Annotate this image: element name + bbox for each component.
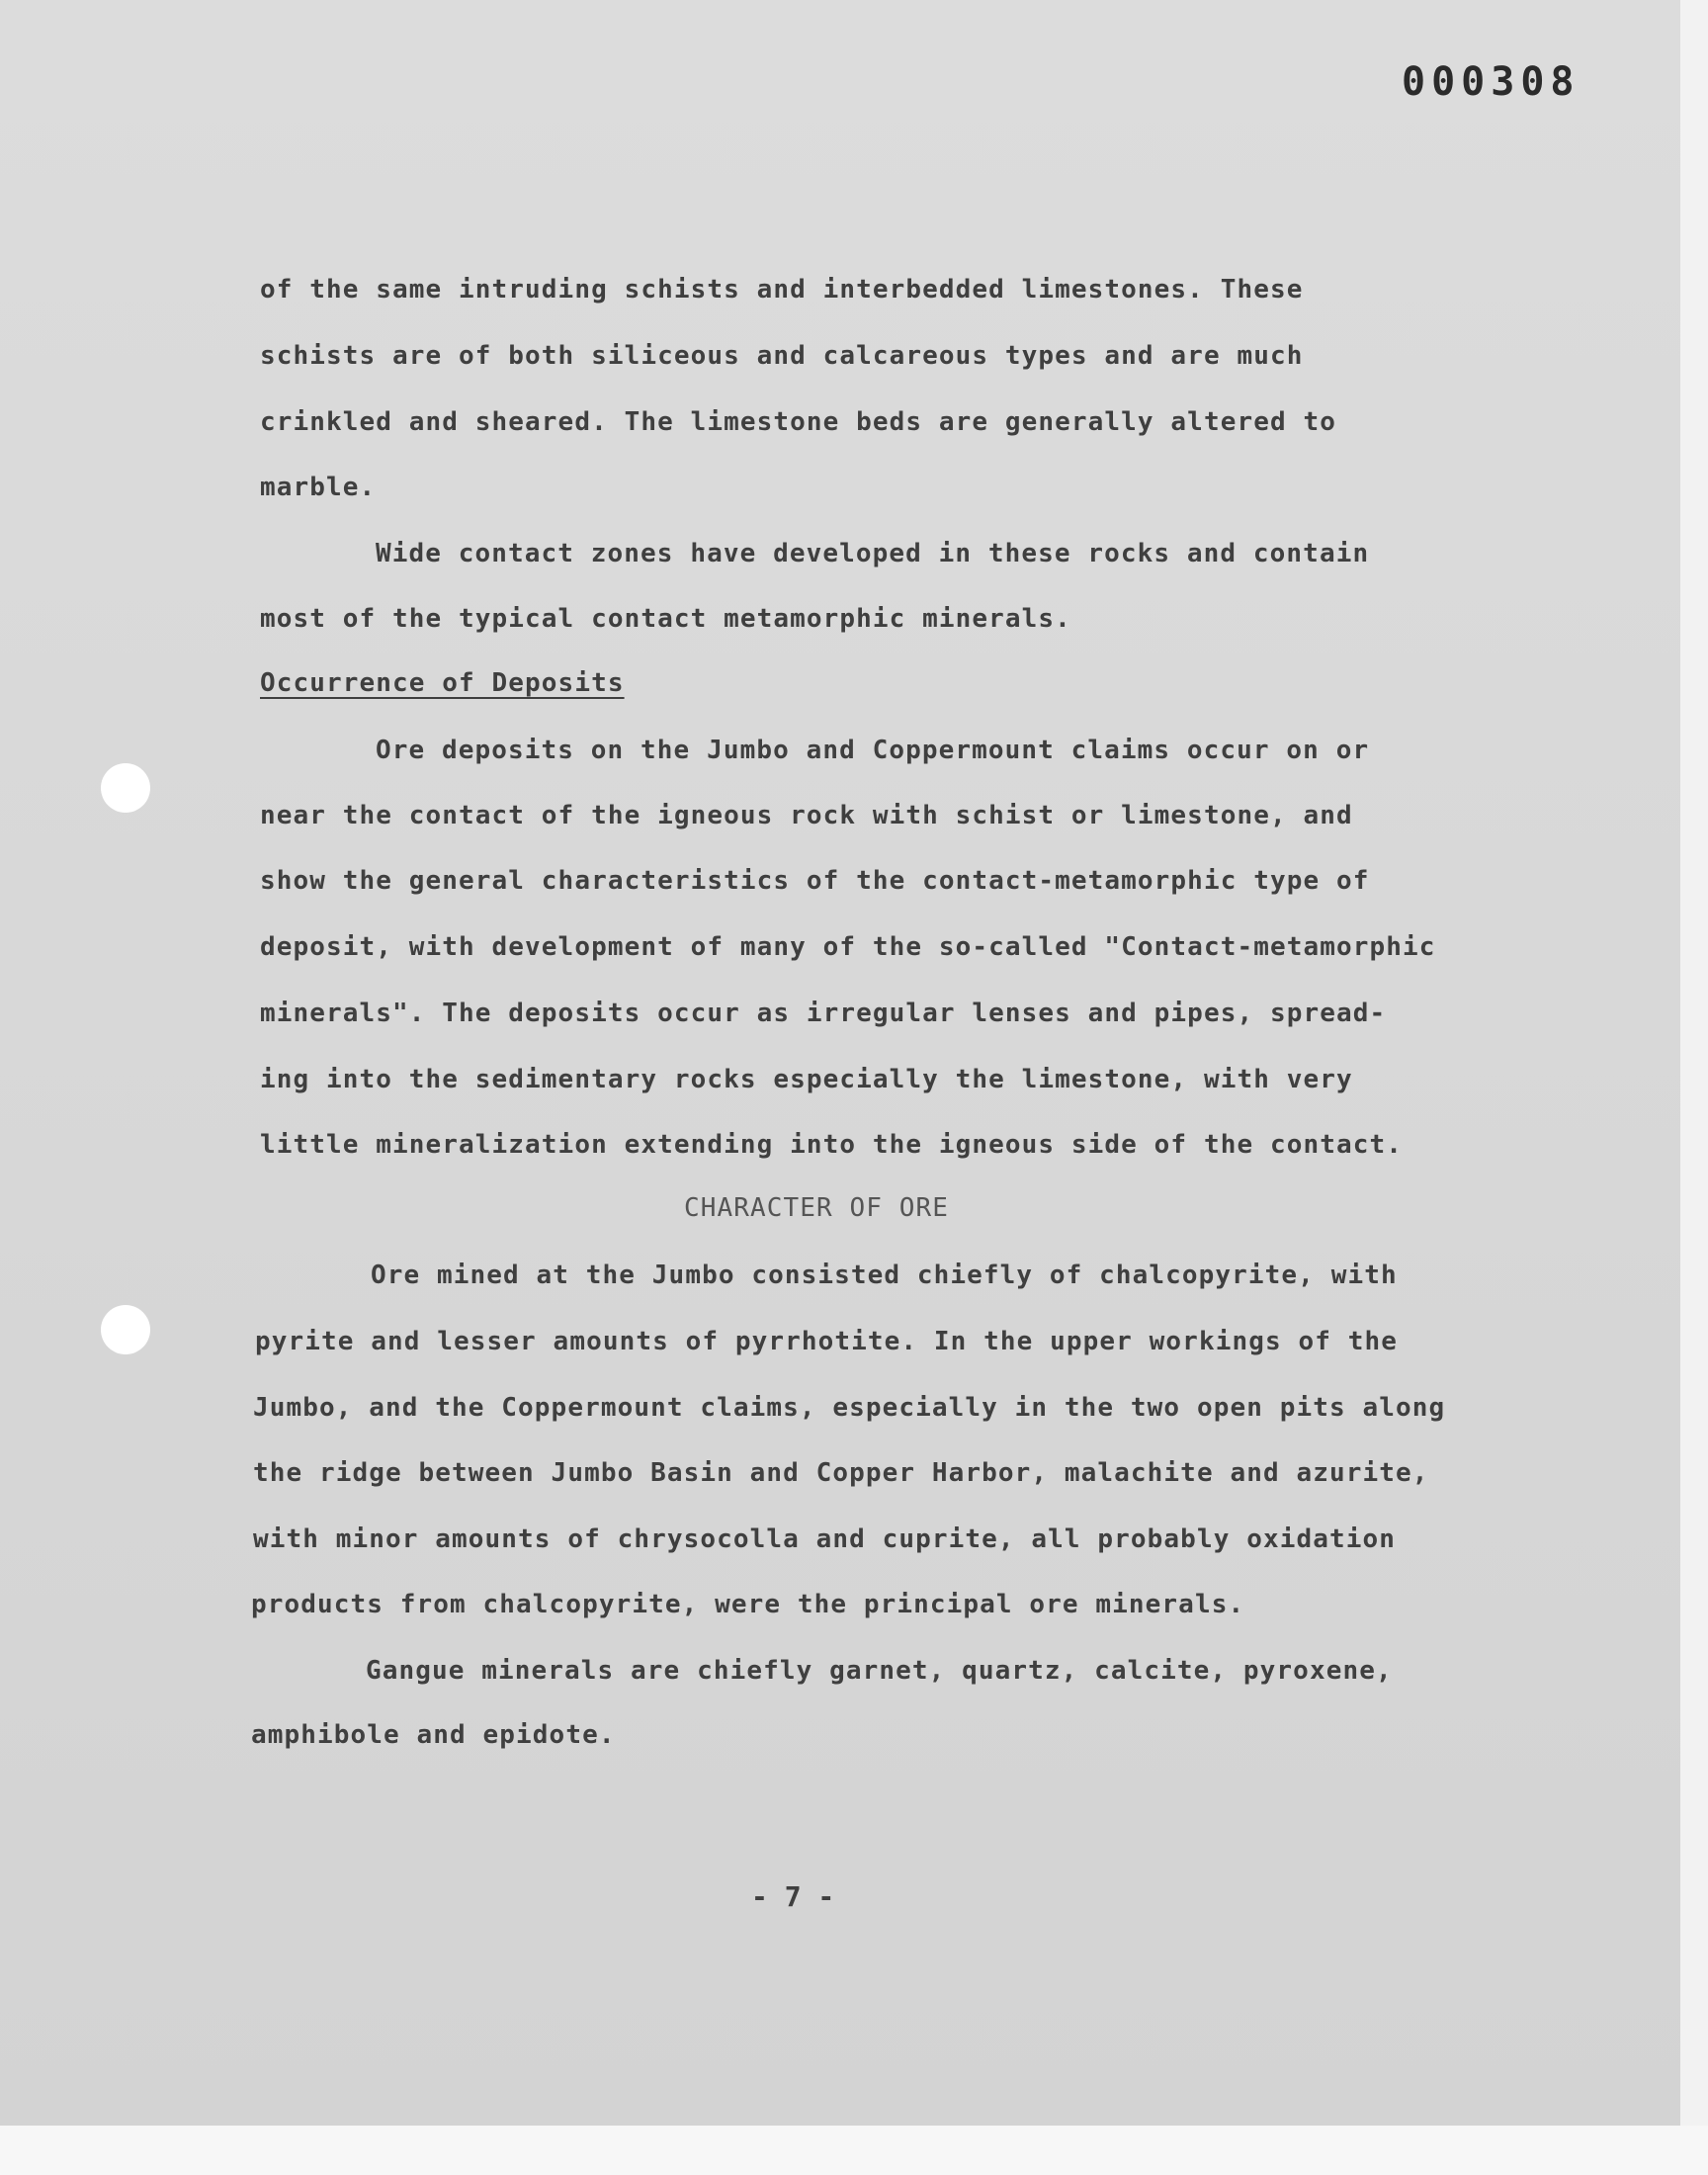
section-heading-occurrence: Occurrence of Deposits [260,668,625,698]
text-line: of the same intruding schists and interbedded limestones. These [260,275,1304,304]
text-line: most of the typical contact metamorphic minerals. [260,604,1071,634]
text-line: amphibole and epidote. [251,1720,616,1750]
text-line: minerals". The deposits occur as irregular lenses and pipes, spread- [260,999,1387,1028]
text-line: marble. [260,473,377,502]
text-line: ing into the sedimentary rocks especially the limestone, with very [260,1065,1353,1094]
text-line: schists are of both siliceous and calcareous types and are much [260,341,1304,371]
text-line: the ridge between Jumbo Basin and Copper Harbor, malachite and azurite, [253,1458,1429,1488]
text-line: with minor amounts of chrysocolla and cuprite, all probably oxidation [253,1524,1396,1554]
text-line: Gangue minerals are chiefly garnet, quartz, calcite, pyroxene, [366,1656,1393,1686]
scan-border-right [1680,0,1708,2126]
section-heading-character-of-ore: CHARACTER OF ORE [684,1193,950,1223]
text-line: near the contact of the igneous rock with schist or limestone, and [260,801,1353,830]
document-number: 000308 [1402,59,1580,105]
page-number: - 7 - [751,1880,835,1913]
text-line: Jumbo, and the Coppermount claims, especially in the two open pits along [253,1393,1446,1423]
text-line: little mineralization extending into the igneous side of the contact. [260,1130,1403,1160]
text-line: show the general characteristics of the contact-metamorphic type of [260,866,1370,896]
text-line: Ore mined at the Jumbo consisted chiefly of chalcopyrite, with [371,1261,1398,1290]
scan-border-bottom [0,2126,1708,2175]
punch-hole-lower [101,1305,150,1354]
text-line: products from chalcopyrite, were the principal ore minerals. [251,1590,1245,1619]
text-line: pyrite and lesser amounts of pyrrhotite. In the upper workings of the [255,1327,1398,1356]
text-line: crinkled and sheared. The limestone beds are generally altered to [260,407,1336,437]
text-line: Ore deposits on the Jumbo and Coppermount claims occur on or [376,736,1370,765]
text-line: deposit, with development of many of the so-called "Contact-metamorphic [260,932,1436,962]
text-line: Wide contact zones have developed in these rocks and contain [376,539,1370,568]
punch-hole-upper [101,763,150,813]
